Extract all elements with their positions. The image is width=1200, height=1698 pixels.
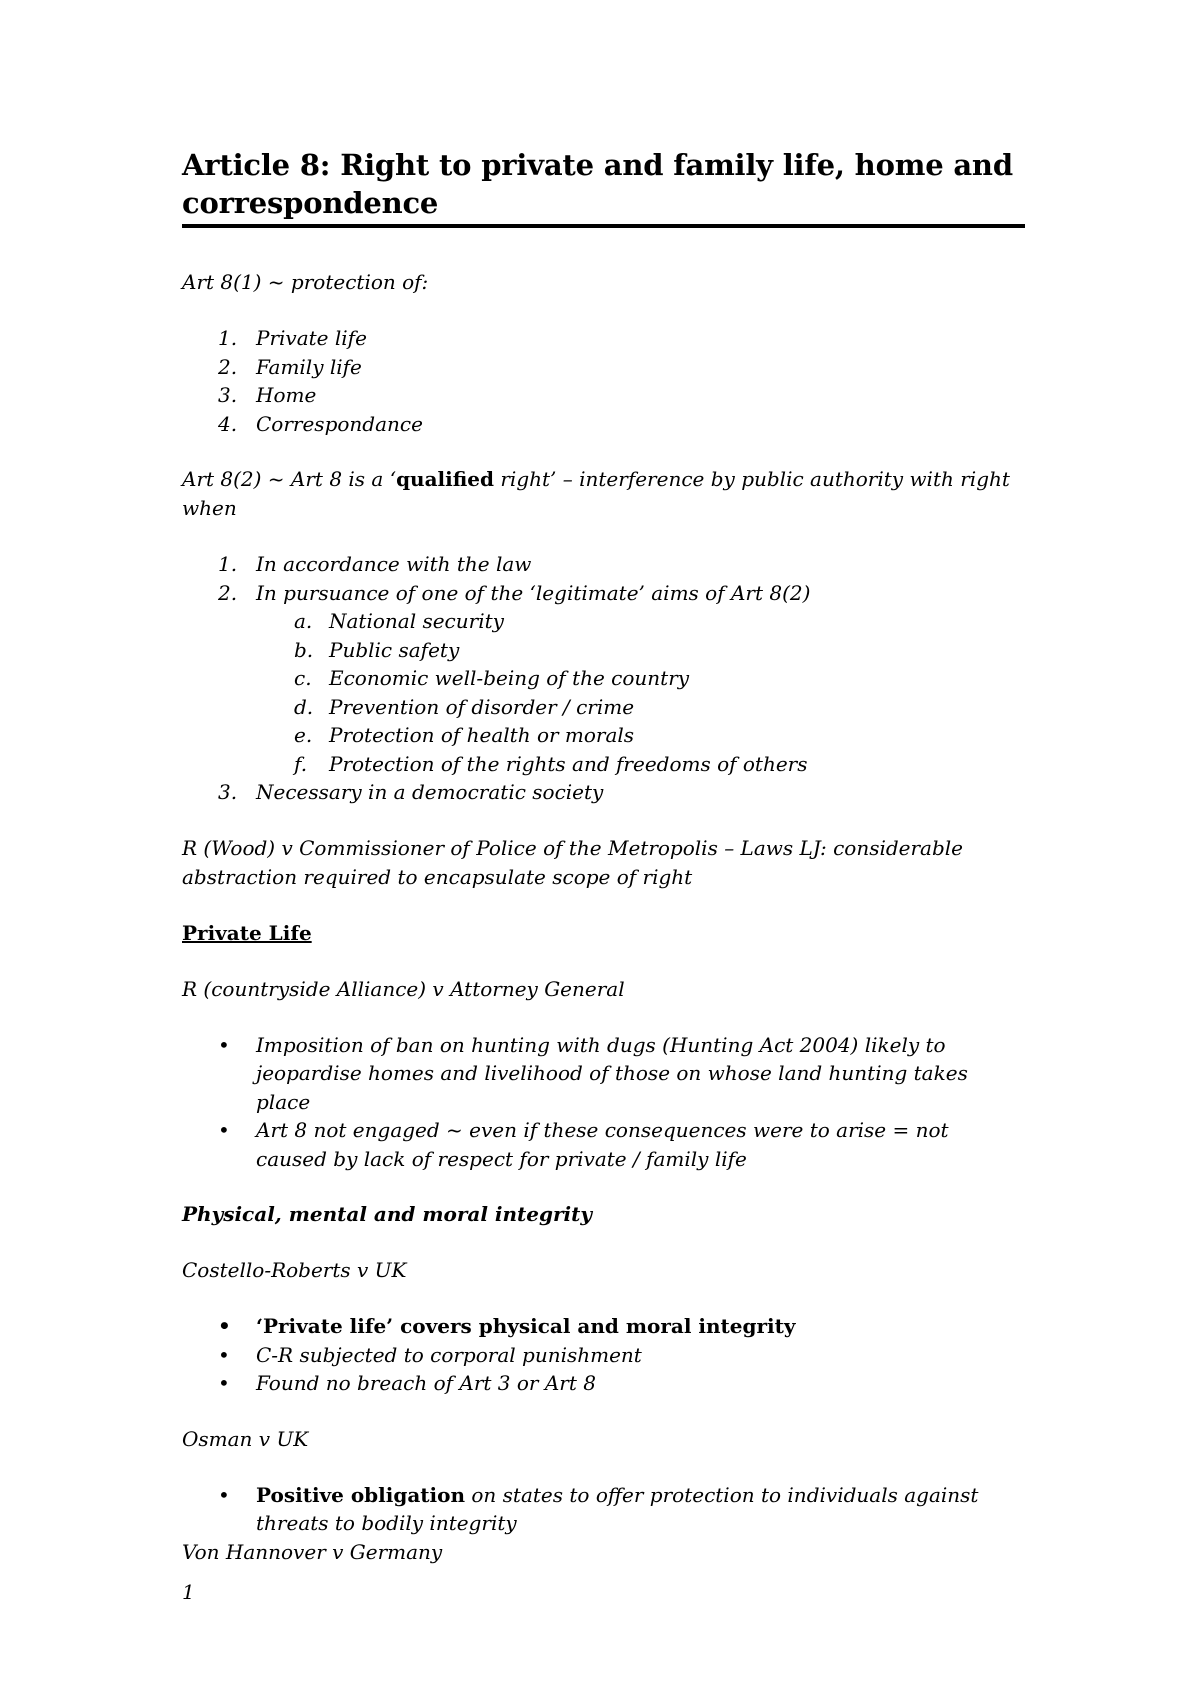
list-item: c. Economic well-being of the country (294, 666, 690, 690)
art82-intro: Art 8(2) ~ Art 8 is a ‘qualified right’ – interference by public authority with right when (182, 467, 1010, 520)
list-item: 3. Home (218, 383, 317, 407)
list-item: 1. In accordance with the law (218, 552, 532, 576)
list-item: 3. Necessary in a democratic society (218, 780, 604, 804)
list-item: 1. Private life (218, 326, 367, 350)
list-item: 2. In pursuance of one of the ‘legitimate’ aims of Art 8(2) (218, 580, 811, 605)
list-item: b. Public safety (294, 637, 460, 662)
list-item: e. Protection of health or morals (294, 723, 635, 747)
integrity-heading: Physical, mental and moral integrity (182, 1202, 592, 1226)
costello-bullets (182, 1312, 1025, 1398)
list-item: • C-R subjected to corporal punishment (218, 1342, 642, 1367)
list-item: a. National security (294, 609, 504, 633)
art81-intro: Art 8(1) ~ protection of: (182, 270, 429, 294)
list-item: • Imposition of ban on hunting with dugs (Hunting Act 2004) likely to jeopardise homes and livelihood of those on whose land hunting takes place (218, 1032, 968, 1114)
list-item: d. Prevention of disorder / crime (294, 694, 635, 719)
hannover-case: Von Hannover v Germany (182, 1539, 443, 1564)
osman-bullets (182, 1481, 1025, 1538)
legitimate-aims-list (182, 607, 1025, 778)
page-number: 1 (182, 1580, 195, 1604)
list-item: • ‘Private life’ covers physical and moral integrity (218, 1314, 796, 1338)
document-page (182, 0, 1025, 1567)
costello-case: Costello-Roberts v UK (182, 1258, 407, 1282)
art82-list-cont (182, 778, 1025, 807)
list-item: 4. Correspondance (218, 411, 423, 436)
art82-list (182, 550, 1025, 607)
countryside-case: R (countryside Alliance) v Attorney General (182, 976, 625, 1001)
private-life-heading: Private Life (182, 920, 312, 945)
list-item: • Positive obligation on states to offer protection to individuals against threats to bodily integrity (218, 1482, 979, 1535)
page-title: Article 8: Right to private and family life, home and correspondence (182, 0, 1025, 228)
art81-list (182, 324, 1025, 438)
list-item: 2. Family life (218, 354, 362, 379)
list-item: f. Protection of the rights and freedoms of others (294, 751, 808, 776)
countryside-bullets (182, 1031, 1025, 1174)
osman-case: Osman v UK (182, 1426, 309, 1451)
list-item: • Found no breach of Art 3 or Art 8 (218, 1371, 596, 1395)
list-item: • Art 8 not engaged ~ even if these consequences were to arise = not caused by lack of respect for private / family life (218, 1118, 949, 1171)
wood-case: R (Wood) v Commissioner of Police of the Metropolis – Laws LJ: considerable abstraction required to encapsulate scope of right (182, 835, 964, 889)
